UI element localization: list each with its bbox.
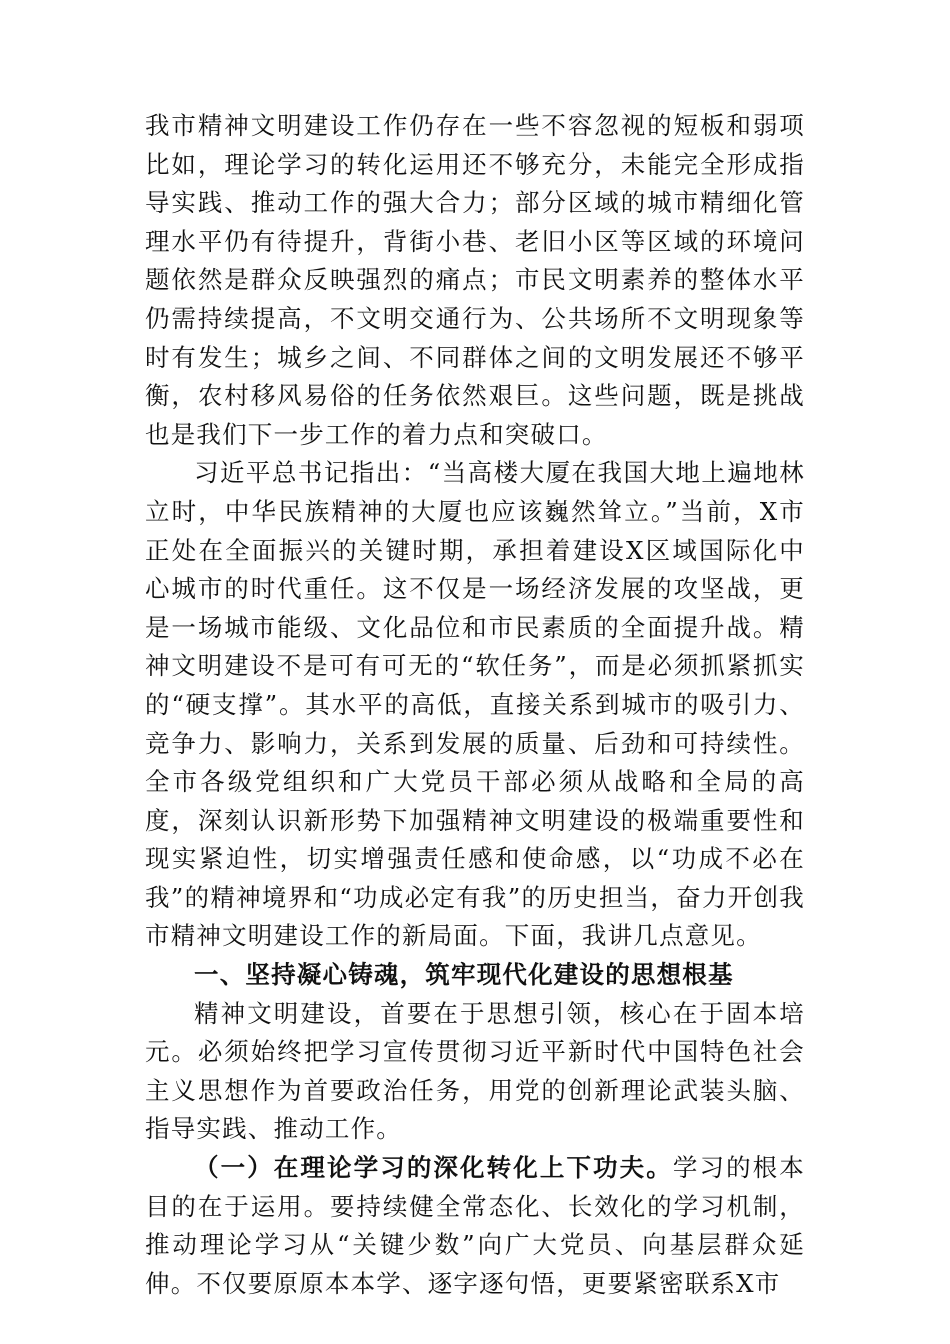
- subsection-1-lead: （一）在理论学习的深化转化上下功夫。: [194, 1153, 673, 1183]
- section-heading-1: 一、坚持凝心铸魂，筑牢现代化建设的思想根基: [194, 960, 734, 990]
- paragraph-xi-quote: 习近平总书记指出：“当高楼大厦在我国大地上遍地林立时，中华民族精神的大厦也应该巍然耸立。”当前，X市正处在全面振兴的关键时期，承担着建设X区域国际化中心城市的时代重任。这不仅是一场经济发展的攻坚战，更是一场城市能级、文化品位和市民素质的全面提升战。精神文明建设不是可有可无的“软任务”，而是必须抓紧抓实的“硬支撑”。其水平的高低，直接关系到城市的吸引力、竞争力、影响力，关系到发展的质量、后劲和可持续性。全市各级党组织和广大党员干部必须从战略和全局的高度，深刻认识新形势下加强精神文明建设的极端重要性和现实紧迫性，切实增强责任感和使命感，以“功成不必在我”的精神境界和“功成必定有我”的历史担当，奋力开创我市精神文明建设工作的新局面。下面，我讲几点意见。: [145, 458, 805, 951]
- paragraph-subsection-1: [145, 1149, 805, 1303]
- subsection-1-body: 学习的根本目的在于运用。要持续健全常态化、长效化的学习机制，推动理论学习从“关键少数”向广大党员、向基层群众延伸。不仅要原原本本学、逐字逐句悟，更要紧密联系X市: [145, 1153, 805, 1298]
- paragraph-section-1-intro: 精神文明建设，首要在于思想引领，核心在于固本培元。必须始终把学习宣传贯彻习近平新时代中国特色社会主义思想作为首要政治任务，用党的创新理论武装头脑、指导实践、推动工作。: [145, 998, 805, 1144]
- document-body: [145, 107, 805, 1303]
- paragraph-shortcomings: 我市精神文明建设工作仍存在一些不容忽视的短板和弱项比如，理论学习的转化运用还不够充分，未能完全形成指导实践、推动工作的强大合力；部分区域的城市精细化管理水平仍有待提升，背街小巷、老旧小区等区域的环境问题依然是群众反映强烈的痛点；市民文明素养的整体水平仍需持续提高，不文明交通行为、公共场所不文明现象等时有发生；城乡之间、不同群体之间的文明发展还不够平衡，农村移风易俗的任务依然艰巨。这些问题，既是挑战也是我们下一步工作的着力点和突破口。: [145, 111, 805, 449]
